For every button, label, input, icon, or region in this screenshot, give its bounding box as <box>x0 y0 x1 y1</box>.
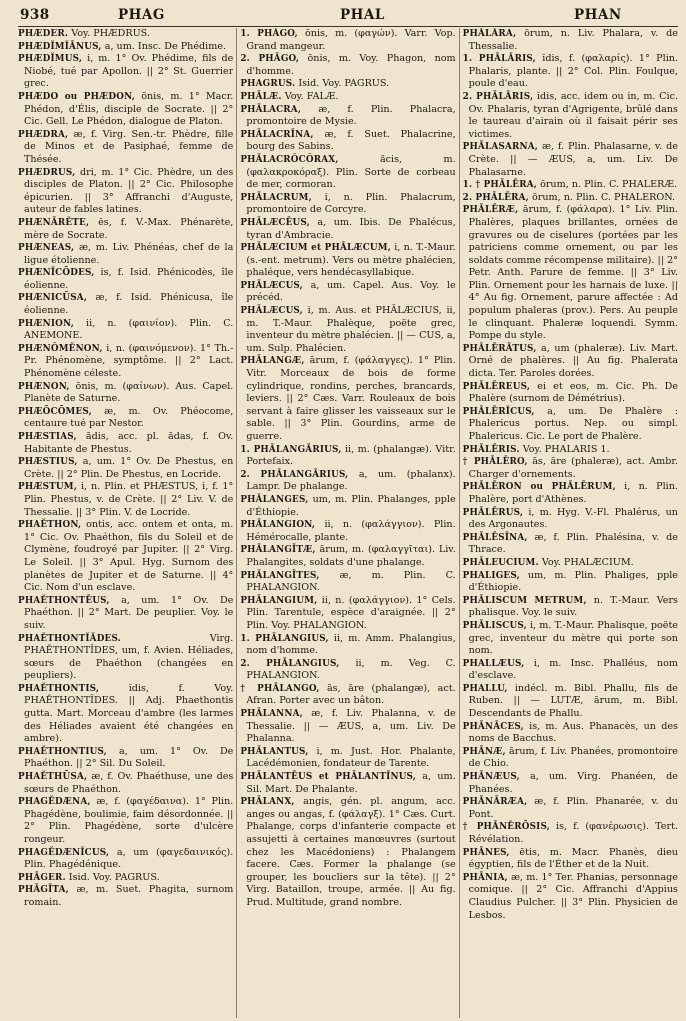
dictionary-entry <box>18 683 233 746</box>
dictionary-entry <box>18 292 233 317</box>
dictionary-entry <box>18 796 233 846</box>
entry-headword: PHĀLÆCUS, <box>240 280 303 291</box>
entry-headword: 1. PHĀLANGIUS, <box>240 633 329 644</box>
dictionary-entry <box>18 519 233 595</box>
entry-definition: ei et eos, m. Cic. Ph. De Phalère (surnom de Démétrius). <box>468 380 678 405</box>
entry-definition: ōrum, n. Liv. Phalara, v. de Thessalie. <box>468 28 678 52</box>
entry-definition: a, um. Capel. Aus. Voy. le précéd. <box>246 279 456 304</box>
entry-definition: i, m. Insc. Phalléus, nom d'esclave. <box>468 657 678 682</box>
entry-headword: PHĀNÆUS, <box>462 772 520 783</box>
entry-definition: æ, f. (φαγέδαινα). 1° Plin. Phagédène, boulimie, faim désordonnée. || 2° Plin. Phagédène, sorte d'ulcère rongeur. <box>24 796 234 845</box>
entry-headword: PHĀLANTĒUS et PHĀLANTĪNUS, <box>240 772 417 783</box>
entry-headword: PHĀLĒSĪNA, <box>462 532 528 543</box>
entry-definition: a, um (phaleræ). Liv. Mart. Orné de phalères. || Au fig. Phalerata dicta. Ter. Paroles dorées. <box>468 342 678 380</box>
entry-definition: ĭdis, f. Voy. PHAĔTHONTĪDES. || Adj. Phaethontis gutta. Mart. Morceau d'ambre (les larmes des Héliades avaient été changées en ambre). <box>24 682 234 745</box>
entry-headword: PHĀLÆCĒUS, <box>240 217 310 228</box>
entry-headword: PHĀLĒRÆ, <box>462 205 519 216</box>
entry-definition: i, m. Aus. et PHĀLÆCIUS, ii, m. T.-Maur. Phalèque, poëte grec, inventeur du mètre phalécien. || — CUS, a, um. Sulp. Phalécien. <box>246 305 456 354</box>
entry-definition: a, um. Virg. Phanéen, de Phanées. <box>468 771 678 795</box>
entry-definition: ās, āre (phaleræ), act. Ambr. Charger d'ornements. <box>468 456 678 480</box>
entry-definition: a, um (φαγεδαινικός). Plin. Phagédénique. <box>24 846 234 871</box>
entry-definition: ĭdis, f. (φαλαρίς). 1° Plin. Phalaris, plante. || 2° Col. Plin. Foulque, poule d'eau. <box>468 53 678 90</box>
dictionary-entry <box>240 708 455 746</box>
entry-definition: angis, gén. pl. angum, acc. anges ou angas, f. (φάλαγξ). 1° Cæs. Curt. Phalange, corps d'infanterie compacte et assujetti à certaines manœuvres (surtout chez les Macédoniens) : Phalangem facere. Cæs. Former la phalange (se grouper, les boucliers sur la tête). || 2° Virg. Bataillon, troupe, armée. || Au fig. Prud. Multitude, grand nombre. <box>246 796 456 908</box>
dictionary-entry <box>463 683 678 721</box>
dictionary-entry <box>240 544 455 569</box>
entry-headword: PHĀNIA, <box>462 872 508 883</box>
entry-definition: æ, f. Plin. Phanarée, v. du Pont. <box>468 796 678 820</box>
dictionary-entry <box>240 28 455 53</box>
header-rule <box>18 26 678 27</box>
entry-headword: † PHĀLĒRO, <box>462 457 528 468</box>
column-divider <box>459 28 460 1018</box>
dictionary-entry <box>240 242 455 280</box>
entry-headword: PHĀLACRĪNA, <box>240 129 314 140</box>
entry-definition: ārum, f. Liv. Phanées, promontoire de Chio. <box>468 745 678 770</box>
entry-definition: Isid. Voy. PAGRUS. <box>65 871 160 883</box>
dictionary-entry <box>463 721 678 746</box>
entry-definition: ōnis, m. (φαγών). Varr. Vop. Grand mangeur. <box>246 28 456 52</box>
column-right <box>463 28 678 1018</box>
dictionary-entry <box>18 217 233 242</box>
entry-headword: PHĀNĀCES, <box>462 721 524 732</box>
dictionary-entry <box>240 129 455 154</box>
entry-definition: a, um. 1° Ov. De Phaéthon. || 2° Sil. Du Soleil. <box>24 745 234 770</box>
entry-headword: PHÆNON, <box>18 381 70 392</box>
dictionary-entry <box>240 595 455 633</box>
dictionary-entry <box>463 620 678 658</box>
entry-definition: Voy. PHALÆCIUM. <box>538 556 634 568</box>
entry-headword: PHAĔTHONTIUS, <box>18 746 108 757</box>
dictionary-entry <box>463 343 678 381</box>
entry-definition: ēs, f. V.-Max. Phénarète, mère de Socrate. <box>24 216 234 241</box>
entry-definition: i, n. T.-Maur. (s.-ent. metrum). Vers ou mètre phalécien, phaléque, vers hendécasyllabique. <box>246 242 456 279</box>
entry-headword: PHĀLISCUS, <box>462 620 527 631</box>
entry-headword: PHÆNION, <box>18 318 74 329</box>
entry-headword: PHĀLASARNA, <box>462 142 539 153</box>
dictionary-entry <box>240 91 455 104</box>
dictionary-entry <box>463 532 678 557</box>
entry-headword: PHAGĔDÆNĬCUS, <box>18 847 110 858</box>
entry-headword: PHALIGES, <box>462 570 520 581</box>
entry-definition: ădis, acc. pl. ădas, f. Ov. Habitante de Phestus. <box>24 431 234 455</box>
columns <box>18 28 678 1018</box>
entry-definition: æ, f. Virg. Sen.-tr. Phèdre, fille de Minos et de Pasiphaé, femme de Thésée. <box>24 128 234 165</box>
entry-definition: ii, m. Amm. Phalangius, nom d'homme. <box>246 632 456 657</box>
entry-headword: PHAĔTHONTĒUS, <box>18 595 110 606</box>
page-number: 938 <box>20 7 50 23</box>
entry-headword: PHĀLANX, <box>240 797 295 808</box>
entry-headword: PHĀGĪTA, <box>18 885 69 896</box>
dictionary-entry <box>240 746 455 771</box>
entry-definition: indécl. m. Bibl. Phallu, fils de Ruben. || — LUTÆ, ārum, m. Bibl. Descendants de Phallu. <box>468 682 678 720</box>
entry-headword: PHALLÆUS, <box>462 658 525 669</box>
entry-headword: PHĀLĒRUS, <box>462 507 524 518</box>
dictionary-entry <box>18 91 233 129</box>
entry-headword: 2. PHĀGO, <box>240 54 300 65</box>
entry-definition: dri, m. 1° Cic. Phèdre, un des disciples de Platon. || 2° Cic. Philosophe épicurien. || 3° Affranchi d'Auguste, auteur de fables latines. <box>24 166 234 216</box>
entry-definition: i, m. Hyg. V.-Fl. Phalérus, un des Argonautes. <box>468 506 678 531</box>
entry-definition: ārum, f. (φάλαγγες). 1° Plin. Vitr. Morceaux de bois de forme cylindrique, rondins, perches, brancards, leviers. || 2° Cæs. Varr. Rouleaux de bois servant à faire glisser les vaisseaux sur le sable. || 3° Plin. Gourdins, arme de guerre. <box>246 355 456 442</box>
dictionary-entry <box>463 847 678 872</box>
entry-headword: PHĀLĒRIS. <box>462 444 520 455</box>
entry-definition: is, f. (φανέρωσις). Tert. Révélation. <box>468 821 678 845</box>
entry-definition: æ, f. Plin. Phalacra, promontoire de Mysie. <box>246 103 456 128</box>
dictionary-entry <box>240 519 455 544</box>
entry-headword: PHĀLÆCUS, <box>240 306 303 317</box>
dictionary-entry <box>18 746 233 771</box>
entry-definition: i, n. Plin. Phalacrum, promontoire de Corcyre. <box>246 191 456 216</box>
entry-definition: ārum, f. (φάλαρα). 1° Liv. Plin. Phalères, plaques brillantes, ornées de gravures ou de ciselures (portées par les patriciens comme ornement, ou par les soldats comme récompense militaire). || 2° Petr. Anth. Parure de femme. || 3° Liv. Plin. Ornement pour les harnais de luxe. || 4° Au fig. Ornement, parure affectée : Ad populum phaleras (prov.). Pers. Au peuple le clinquant. Phaleræ loquendi. Symm. Pompe du style. <box>468 204 678 342</box>
dictionary-entry <box>18 53 233 91</box>
entry-definition: ētis, m. Macr. Phanès, dieu égyptien, fils de l'Éther et de la Nuit. <box>468 846 678 871</box>
dictionary-entry <box>463 192 678 205</box>
dictionary-entry <box>18 41 233 54</box>
entry-headword: PHĀLANTUS, <box>240 746 309 757</box>
entry-definition: æ, m. Ov. Phéocome, centaure tué par Nestor. <box>24 405 234 430</box>
dictionary-entry <box>18 318 233 343</box>
column-middle <box>240 28 455 1018</box>
entry-headword: PHĀLĒRON ou PHĀLĒRUM, <box>462 482 616 493</box>
entry-headword: PHÆSTIUS, <box>18 457 78 468</box>
dictionary-entry <box>18 884 233 909</box>
dictionary-entry <box>463 179 678 192</box>
entry-definition: i, n. Plin. Phalère, port d'Athènes. <box>468 481 678 505</box>
dictionary-entry <box>240 154 455 192</box>
entry-headword: PHÆNEAS, <box>18 243 75 254</box>
entry-definition: a, um. 1° Ov. De Phestus, en Crète. || 2° Plin. De Phestus, en Locride. <box>24 456 234 480</box>
dictionary-entry <box>463 746 678 771</box>
dictionary-entry <box>463 406 678 444</box>
entry-headword: PHAĔTHON, <box>18 520 82 531</box>
dictionary-entry <box>463 456 678 481</box>
entry-definition: a, um. Insc. De Phédime. <box>101 40 227 52</box>
dictionary-entry <box>18 28 233 41</box>
dictionary-entry <box>240 305 455 355</box>
entry-definition: ās, āre (phalangæ), act. Afran. Porter avec un bâton. <box>246 682 456 707</box>
entry-definition: ii, n. (φαλάγγιον). Plin. Hémérocalle, plante. <box>246 519 456 543</box>
entry-headword: PHÆNĪCŌDES, <box>18 268 95 279</box>
entry-definition: a, um. 1° Ov. De Phaéthon. || 2° Mart. De peuplier. Voy. le suiv. <box>24 594 234 631</box>
entry-definition: Virg. PHAĔTHONTĪDES, um, f. Avien. Héliades, sœurs de Phaéthon (changées en peupliers). <box>24 632 234 682</box>
entry-headword: PHÆNĀRĔTE, <box>18 217 90 228</box>
dictionary-entry <box>18 872 233 885</box>
entry-definition: ōnis, m. (φαίνων). Aus. Capel. Planète de Saturne. <box>24 380 234 405</box>
entry-definition: i, n. Plin. et PHÆSTUS, i, f. 1° Plin. Phestus, v. de Crète. || 2° Liv. V. de Thessalie. || 3° Plin. V. de Locride. <box>24 481 234 518</box>
left-guide-word: PHAG <box>118 7 165 23</box>
dictionary-entry <box>18 406 233 431</box>
dictionary-entry <box>240 192 455 217</box>
dictionary-entry <box>463 28 678 53</box>
dictionary-entry <box>463 595 678 620</box>
middle-guide-word: PHAL <box>340 7 385 23</box>
entry-headword: PHĀGER. <box>18 872 66 883</box>
entry-definition: Voy. PHÆDRUS. <box>68 28 150 39</box>
dictionary-entry <box>18 167 233 217</box>
dictionary-entry <box>463 481 678 506</box>
dictionary-entry <box>240 633 455 658</box>
entry-headword: PHÆDO ou PHÆDON, <box>18 91 136 102</box>
entry-definition: ii, n. (φαινίον). Plin. C. ANEMONE. <box>24 317 234 342</box>
entry-headword: PHĀNÆ, <box>462 746 506 757</box>
entry-definition: i, n. (φαινόμενον). 1° Th.-Pr. Phénomène, symptôme. || 2° Lact. Phénomène céleste. <box>24 342 234 380</box>
entry-definition: æ, f. Plin. Phalasarne, v. de Crète. || — ÆUS, a, um. Liv. De Phalasarne. <box>468 141 678 178</box>
entry-definition: is, m. Aus. Phanacès, un des noms de Bacchus. <box>468 720 678 745</box>
entry-headword: PHĀLANGES, <box>240 494 309 505</box>
entry-headword: PHÆDRA, <box>18 129 69 140</box>
dictionary-entry <box>240 104 455 129</box>
entry-headword: PHĀLANNA, <box>240 709 303 720</box>
right-guide-word: PHAN <box>574 7 622 23</box>
entry-headword: PHAGĔDÆNA, <box>18 797 91 808</box>
entry-definition: um, m. Plin. Phalanges, pple d'Éthiopie. <box>246 493 456 518</box>
dictionary-entry <box>463 557 678 570</box>
entry-definition: ārum, m. (φαλαγγῖται). Liv. Phalangites, soldats d'une phalange. <box>246 544 456 568</box>
entry-definition: æ, f. Suet. Phalacrine, bourg des Sabins. <box>246 128 456 153</box>
dictionary-entry <box>463 444 678 457</box>
dictionary-entry <box>240 771 455 796</box>
dictionary-entry <box>463 204 678 343</box>
entry-headword: PHĀLANGIUM, <box>240 595 318 606</box>
dictionary-entry <box>240 217 455 242</box>
dictionary-entry <box>240 683 455 708</box>
entry-definition: ōnis, m. Voy. Phagon, nom d'homme. <box>246 53 456 77</box>
entry-definition: a, um. Ibis. De Phalécus, tyran d'Ambracie. <box>246 216 456 241</box>
entry-definition: a, um. Sil. Mart. De Phalante. <box>246 771 456 795</box>
dictionary-entry <box>18 595 233 633</box>
entry-headword: PHAĔTHŪSA, <box>18 772 88 783</box>
dictionary-entry <box>463 570 678 595</box>
dictionary-entry <box>240 469 455 494</box>
entry-definition: ăcis, m. (φαλακροκόραξ). Plin. Sorte de corbeau de mer, cormoran. <box>246 153 456 191</box>
entry-headword: 1. PHĀLANGĀRIUS, <box>240 444 342 455</box>
entry-definition: æ, m. Plin. C. PHALANGION. <box>246 569 456 594</box>
entry-headword: 2. PHĀLĀRIS, <box>462 91 534 102</box>
dictionary-entry <box>18 381 233 406</box>
entry-headword: PHÆDĬMUS, <box>18 54 83 65</box>
entry-headword: 1. PHĀGO, <box>240 29 298 39</box>
entry-definition: ĭdis, acc. idem ou in, m. Cic. Ov. Phalaris, tyran d'Agrigente, brûlé dans le taureau d'airain où il faisait périr ses victimes. <box>468 90 678 140</box>
dictionary-entry <box>18 267 233 292</box>
entry-definition: um, m. Plin. Phaliges, pple d'Éthiopie. <box>468 569 678 594</box>
entry-definition: ōrum, n. Plin. C. PHALERÆ. <box>537 179 678 191</box>
entry-definition: æ, m. 1° Ter. Phanias, personnage comique. || 2° Cic. Affranchi d'Appius Claudius Pulcher. || 3° Plin. Physicien de Lesbos. <box>468 871 678 921</box>
entry-headword: PHĀLĒREUS, <box>462 381 531 392</box>
entry-headword: PHĀNES, <box>462 847 510 858</box>
dictionary-entry <box>240 796 455 909</box>
entry-headword: PHĀLĒRĀTUS, <box>462 343 537 354</box>
entry-headword: PHĀLANGĪTES, <box>240 570 320 581</box>
entry-headword: 2. PHĀLĒRA, <box>462 192 529 203</box>
entry-headword: PHÆNŎMĔNON, <box>18 343 103 354</box>
entry-definition: a, um. De Phalère : Phalericus portus. Nep. ou simpl. Phalericus. Cic. Le port de Phalère. <box>468 405 678 442</box>
dictionary-entry <box>18 431 233 456</box>
dictionary-entry <box>463 381 678 406</box>
entry-headword: PHALLU, <box>462 683 508 694</box>
entry-headword: PHĀLACRUM, <box>240 192 312 203</box>
entry-definition: is, f. Isid. Phénicodès, île éolienne. <box>24 267 234 291</box>
entry-definition: æ, f. Plin. Phalésina, v. de Thrace. <box>468 531 678 556</box>
dictionary-entry <box>18 481 233 519</box>
entry-headword: PHĀLĀRA, <box>462 29 517 39</box>
entry-headword: 2. PHĀLANGĀRIUS, <box>240 469 349 480</box>
dictionary-entry <box>240 280 455 305</box>
dictionary-entry <box>18 242 233 267</box>
dictionary-entry <box>463 821 678 846</box>
dictionary-entry <box>18 456 233 481</box>
entry-definition: i, m. Just. Hor. Phalante, Lacédémonien, fondateur de Tarente. <box>246 745 456 770</box>
column-left <box>18 28 233 1018</box>
entry-definition: æ, m. Liv. Phénéas, chef de la ligue étolienne. <box>24 242 234 266</box>
entry-headword: PHAGRUS. <box>240 79 296 90</box>
entry-headword: PHĀNĀRÆA, <box>462 797 528 808</box>
entry-definition: ōnis, m. 1° Macr. Phédon, d'Élis, disciple de Socrate. || 2° Cic. Gell. Le Phédon, dialogue de Platon. <box>24 90 234 128</box>
entry-headword: 1. † PHĀLĒRA, <box>462 180 538 191</box>
entry-headword: 2. PHĀLANGIUS, <box>240 658 340 669</box>
entry-headword: † PHĀNĔRŌSIS, <box>462 822 550 833</box>
entry-headword: PHĀLACRŎCŎRAX, <box>240 154 339 165</box>
entry-definition: ii, n. (φαλάγγιον). 1° Cels. Plin. Tarentule, espèce d'araignée. || 2° Plin. Voy. PHALANGION. <box>246 594 456 631</box>
entry-definition: i, m. 1° Ov. Phédime, fils de Niobé, tué par Apollon. || 2° St. Guerrier grec. <box>24 53 234 90</box>
dictionary-entry <box>463 658 678 683</box>
entry-headword: † PHĀLANGO, <box>240 683 320 694</box>
dictionary-entry <box>240 355 455 443</box>
entry-headword: PHÆSTIAS, <box>18 432 77 442</box>
entry-headword: PHĀLĒRĬCUS, <box>462 406 535 417</box>
entry-headword: PHÆŌCŌMES, <box>18 406 92 417</box>
dictionary-entry <box>240 570 455 595</box>
dictionary-entry <box>463 872 678 922</box>
entry-headword: PHĀLÆ. <box>240 91 282 102</box>
dictionary-entry <box>463 796 678 821</box>
column-divider <box>236 28 237 1018</box>
entry-definition: æ, f. Liv. Phalanna, v. de Thessalie. || — ÆUS, a, um. Liv. De Phalanna. <box>246 708 456 745</box>
entry-headword: PHĀLÆCIUM et PHĀLÆCUM, <box>240 243 391 254</box>
dictionary-entry <box>18 343 233 381</box>
entry-definition: ii, m. Veg. C. PHALANGION. <box>246 657 456 682</box>
entry-headword: PHÆSTUM, <box>18 482 77 493</box>
dictionary-entry <box>18 771 233 796</box>
dictionary-entry <box>18 129 233 167</box>
entry-definition: i, m. T.-Maur. Phalisque, poëte grec, inventeur du mètre qui porte son nom. <box>468 619 678 657</box>
entry-definition: æ, f. Ov. Phaéthuse, une des sœurs de Phaéthon. <box>24 771 234 795</box>
entry-headword: PHAĔTHONTIS, <box>18 683 100 694</box>
entry-definition: Isid. Voy. PAGRUS. <box>295 78 390 90</box>
entry-definition: a, um. (phalanx). Lampr. De phalange. <box>246 468 456 493</box>
dictionary-entry <box>240 53 455 78</box>
entry-headword: PHĀLANGĪTÆ, <box>240 545 316 556</box>
dictionary-entry <box>18 847 233 872</box>
entry-headword: PHĀLANGÆ, <box>240 356 305 367</box>
entry-definition: ontis, acc. ontem et onta, m. 1° Cic. Ov. Phaéthon, fils du Soleil et de Clymène, foudroyé par Jupiter. || 2° Virg. Le Soleil. || 3° Apul. Hyg. Surnom des planètes de Jupiter et de Saturne. || 4° Cic. Nom d'un esclave. <box>24 519 234 594</box>
entry-headword: PHĀLACRA, <box>240 104 302 115</box>
entry-headword: PHĀLEUCIUM. <box>462 557 539 568</box>
entry-definition: æ, m. Suet. Phagita, surnom romain. <box>24 884 234 908</box>
dictionary-entry <box>463 771 678 796</box>
entry-definition: Voy. PHALARIS 1. <box>519 443 610 455</box>
entry-headword: PHĀLISCUM METRUM, <box>462 595 587 606</box>
entry-headword: PHÆDER. <box>18 29 69 39</box>
dictionary-entry <box>240 494 455 519</box>
entry-headword: PHĀLANGION, <box>240 520 316 531</box>
entry-headword: PHAĔTHONTĬĂDES. <box>18 633 121 644</box>
dictionary-entry <box>463 141 678 179</box>
dictionary-entry <box>463 91 678 141</box>
entry-definition: Voy. FALÆ. <box>281 90 339 102</box>
dictionary-entry <box>240 658 455 683</box>
entry-headword: PHÆDRUS, <box>18 167 76 178</box>
entry-definition: ii, m. (phalangæ). Vitr. Portefaix. <box>246 443 456 468</box>
dictionary-entry <box>240 444 455 469</box>
dictionary-entry <box>463 507 678 532</box>
entry-headword: PHÆNICŪSA, <box>18 293 88 304</box>
page-header <box>18 4 678 26</box>
entry-definition: ōrum, n. Plin. C. PHALERON. <box>528 191 676 203</box>
dictionary-entry <box>240 78 455 91</box>
entry-definition: æ, f. Isid. Phénicusa, île éolienne. <box>24 292 234 317</box>
entry-headword: PHÆDĬMĬĀNUS, <box>18 41 102 52</box>
dictionary-entry <box>18 633 233 683</box>
entry-headword: 1. PHĀLĀRIS, <box>462 54 536 65</box>
dictionary-entry <box>463 53 678 91</box>
entry-definition: n. T.-Maur. Vers phalisque. Voy. le suiv. <box>468 594 678 619</box>
